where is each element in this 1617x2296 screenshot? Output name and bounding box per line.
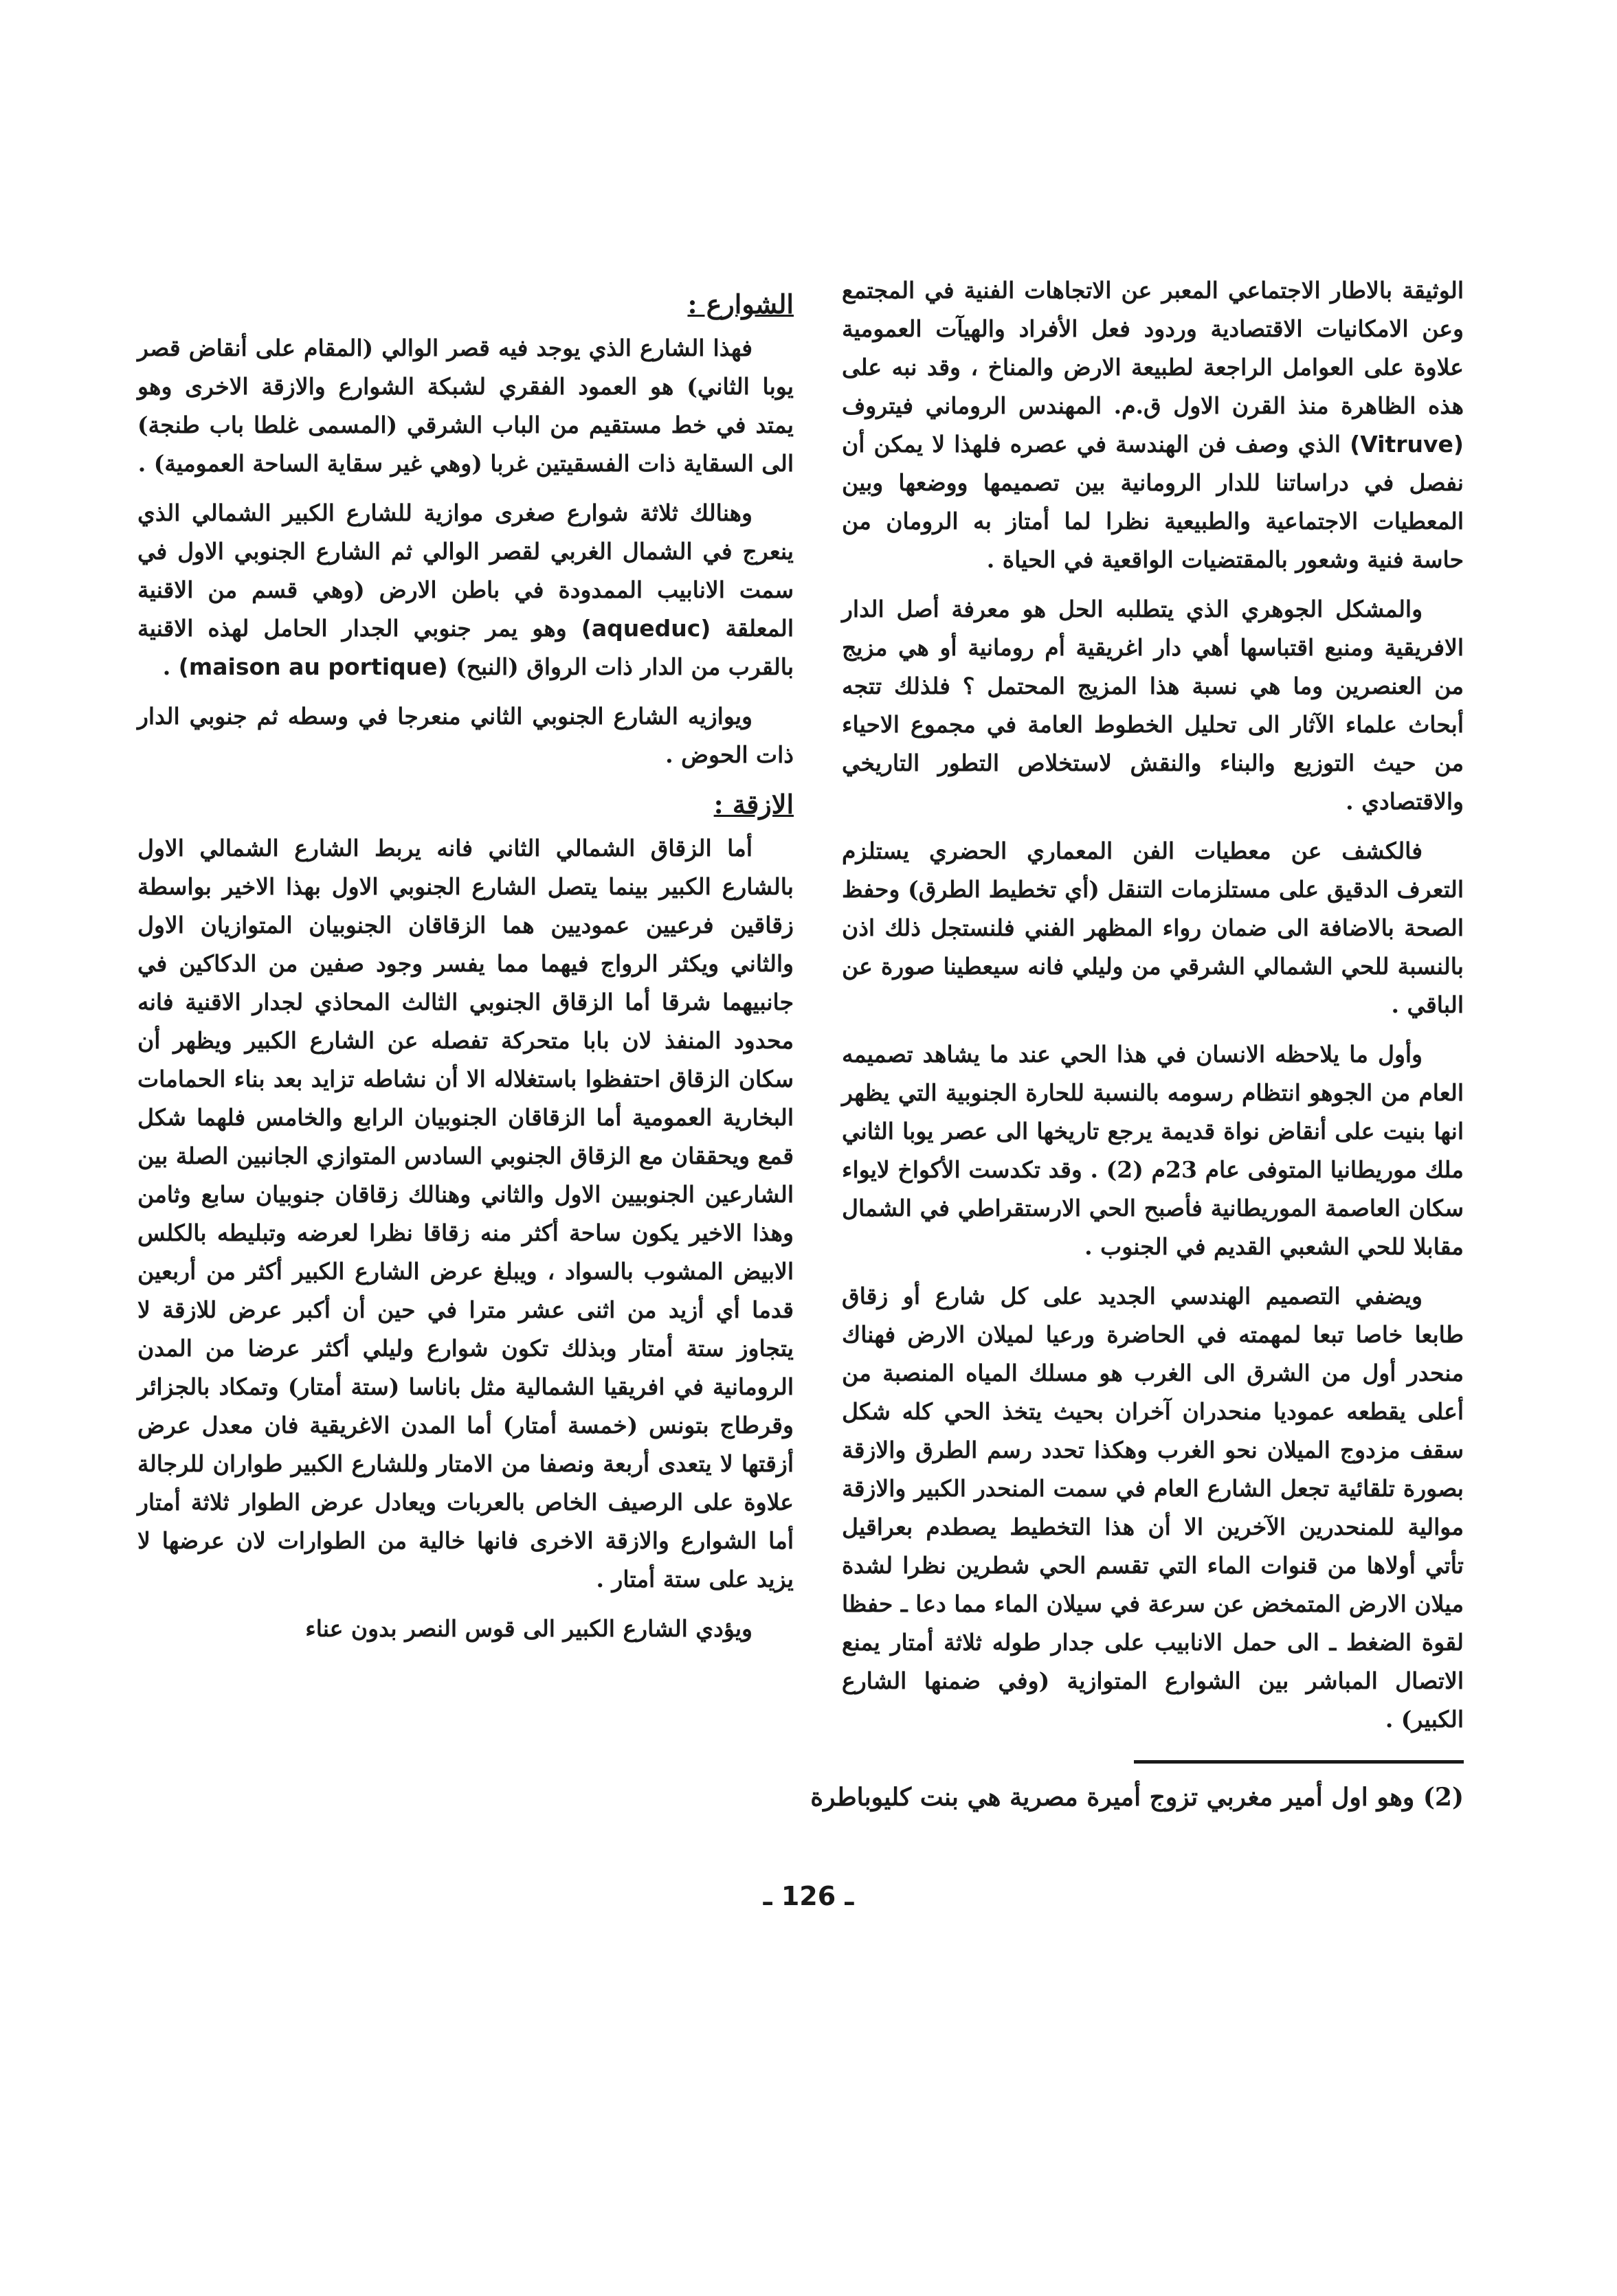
paragraph: فالكشف عن معطيات الفن المعماري الحضري يستلزم التعرف الدقيق على مستلزمات التنقل (أي تخطيط الطرق) وحفظ الصحة بالاضافة الى ضمان رواء المظهر الفني فلنستجل ذلك اذن بالنسبة للحي الشمالي الشرقي من وليلي فانه سيعطينا صورة عن الباقي . [842, 837, 1464, 1018]
text: الوثيقة بالاطار الاجتماعي المعبر عن الاتجاهات الفنية في المجتمع وعن الامكانيات الاقتصادية وردود فعل الأفراد والهيآت العمومية علاوة على العوامل الراجعة لطبيعة الارض والمناخ ، وقد نبه على هذه الظاهرة منذ القرن الاول ق.م. المهندس الروماني فيتروف [842, 277, 1464, 419]
paragraph: ويوازيه الشارع الجنوبي الثاني منعرجا في وسطه ثم جنوبي الدار ذات الحوض . [137, 703, 794, 768]
section-heading-streets: الشوارع : [687, 289, 794, 319]
section-heading-alleys: الازقة : [713, 789, 794, 820]
footnote-rule [1134, 1760, 1464, 1764]
paragraph: ويؤدي الشارع الكبير الى قوس النصر بدون عناء [305, 1615, 752, 1642]
latin-term: (maison au portique) [178, 653, 448, 680]
left-column [137, 285, 794, 1659]
latin-term: (Vitruve) [1350, 431, 1464, 458]
paragraph: والمشكل الجوهري الذي يتطلبه الحل هو معرفة أصل الدار الافريقية ومنبع اقتباسها أهي دار اغريقية أم رومانية أو هي مزيج من العنصرين وما هي نسبة هذا المزيج المحتمل ؟ فلذلك تتجه أبحاث علماء الآثار الى تحليل الخطوط العامة في مجموع الاحياء من حيث التوزيع والبناء والنقش لاستخلاص التطور التاريخي والاقتصادي . [842, 596, 1464, 815]
page-number: ـ 126 ـ [763, 1881, 854, 1911]
paragraph: وأول ما يلاحظه الانسان في هذا الحي عند ما يشاهد تصميمه العام من الجوهو انتظام رسومه بالنسبة للحارة الجنوبية التي يظهر انها بنيت على أنقاض نواة قديمة يرجع تاريخها الى عصر يوبا الثاني ملك موريطانيا المتوفى عام 23م (2) . وقد تكدست الأكواخ لايواء سكان العاصمة الموريطانية فأصبح الحي الارستقراطي في الشمال مقابلا للحي الشعبي القديم في الجنوب . [842, 1041, 1464, 1260]
text: وهو يمر جنوبي الجدار الحامل لهذه الاقنية بالقرب من الدار ذات الرواق (النبح) [137, 615, 794, 680]
latin-term: (aqueduc) [581, 615, 711, 642]
text: الذي وصف فن الهندسة في عصره فلهذا لا يمكن أن نفصل في دراساتنا للدار الرومانية بين تصميمها ووضعها وبين المعطيات الاجتماعية والطبيعية نظرا لما أمتاز به الرومان من حاسة فنية وشعور بالمقتضيات الواقعية في الحياة . [842, 431, 1464, 573]
paragraph: ويضفي التصميم الهندسي الجديد على كل شارع أو زقاق طابعا خاصا تبعا لمهمته في الحاضرة ورعيا لميلان الارض فهناك منحدر أول من الشرق الى الغرب هو مسلك المياه المنصبة من أعلى يقطعه عموديا منحدران آخران بحيث يتخذ الحي كله شكل سقف مزدوج الميلان نحو الغرب وهكذا تحدد رسم الطرق والازقة بصورة تلقائية تجعل الشارع العام في سمت المنحدر الكبير والازقة موالية للمنحدرين الآخرين الا أن هذا التخطيط يصطدم بعراقيل تأتي أولاها من قنوات الماء التي تقسم الحي شطرين نظرا لشدة ميلان الارض المتمخض عن سرعة في سيلان الماء مما دعا ـ حفظا لقوة الضغط ـ الى حمل الانابيب على جدار طوله ثلاثة أمتار يمنع الاتصال المباشر بين الشوارع المتوازية (وفي ضمنها الشارع الكبير) . [842, 1283, 1464, 1733]
paragraph: أما الزقاق الشمالي الثاني فانه يربط الشارع الشمالي الاول بالشارع الكبير بينما يتصل الشارع الجنوبي الاول بهذا الاخير بواسطة زقاقين فرعيين عموديين هما الزقاقان الجنوبيان المتوازيان الاول والثاني ويكثر الرواج فيهما مما يفسر وجود صفين من الدكاكين في جانبيهما شرقا أما الزقاق الجنوبي الثالث المحاذي لجدار الاقنية فانه محدود المنفذ لان بابا متحركة تفصله عن الشارع الكبير ويظهر أن سكان الزقاق احتفظوا باستغلاله الا أن نشاطه تزايد بعد بناء الحمامات البخارية العمومية أما الزقاقان الجنوبيان الرابع والخامس فلهما شكل قمع ويحققان مع الزقاق الجنوبي السادس المتوازي الجانبين الصلة بين الشارعين الجنوبيين الاول والثاني وهنالك زقاقان جنوبيان سابع وثامن وهذا الاخير يكون ساحة أكثر منه زقاقا نظرا لعرضه وتبليطه بالكلس الابيض المشوب بالسواد ، ويبلغ عرض الشارع الكبير أكثر من أربعين قدما أي أزيد من اثنى عشر مترا في حين أن أكبر عرض للازقة لا يتجاوز ستة أمتار وبذلك تكون شوارع وليلي أكثر عرضا من المدن الرومانية في افريقيا الشمالية مثل باناسا (ستة أمتار) وتمكاد بالجزائر وقرطاج بتونس (خمسة أمتار) أما المدن الاغريقية فان معدل عرض أزقتها لا يتعدى أربعة ونصفا من الامتار وللشارع الكبير طواران للرجالة علاوة على الرصيف الخاص بالعربات ويعادل عرض الطوار ثلاثة أمتار أما الشوارع والازقة الاخرى فانها خالية من الطوارات لان عرضها لا يزيد على ستة أمتار . [137, 835, 794, 1592]
text: . [162, 653, 171, 680]
paragraph [137, 494, 794, 686]
right-column [842, 271, 1464, 1750]
text: وهنالك ثلاثة شوارع صغرى موازية للشارع الكبير الشمالي الذي ينعرج في الشمال الغربي لقصر الوالي ثم الشارع الجنوبي الاول في سمت الانابيب الممدودة في باطن الارض (وهي قسم من الاقنية المعلقة [137, 499, 794, 642]
paragraph: فهذا الشارع الذي يوجد فيه قصر الوالي (المقام على أنقاض قصر يوبا الثاني) هو العمود الفقري لشبكة الشوارع والازقة الاخرى وهو يمتد في خط مستقيم من الباب الشرقي (المسمى غلطا باب طنجة) الى السقاية ذات الفسقيتين غربا (وهي غير سقاية الساحة العمومية) . [137, 335, 794, 477]
footnote: (2) وهو اول أمير مغربي تزوج أميرة مصرية هي بنت كليوباطرة [810, 1783, 1464, 1812]
paragraph [842, 271, 1464, 579]
